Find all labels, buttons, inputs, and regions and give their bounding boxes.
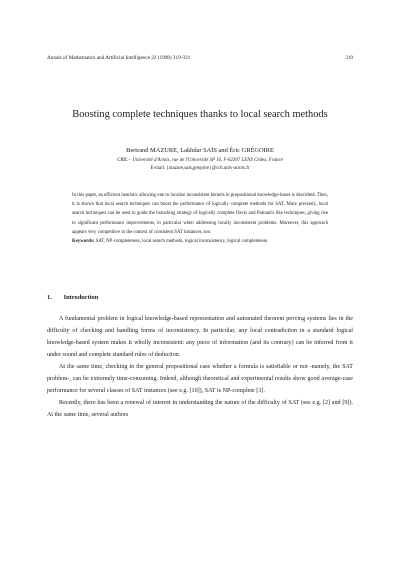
section-number: 1. (47, 294, 52, 301)
paper-title: Boosting complete techniques thanks to local search methods (72, 109, 328, 120)
section-title: Introduction (63, 294, 99, 301)
keywords-text: SAT, NP-completeness, local search methods, logical inconsistency, logical completeness (95, 239, 268, 245)
section-heading (47, 294, 98, 301)
author-email: E-mail: {mazure,sais,gregoire}@cril.univ-artois.fr (150, 166, 250, 171)
author-affiliation: CRIL – Université d'Artois, rue de l'Université SP 16, F-62307 LENS Cédex, France (117, 158, 283, 163)
body-text (47, 313, 353, 421)
body-paragraph: At the same time, checking in the general propositional case whether a formula is satisfiable or not -namely, the SAT problem-, can be extremely time-consuming. Indeed, although theoretical and experimental results show good average-case performance for several classes of SAT instances (see e.g. [10]), SAT is NP-complete [3]. (47, 364, 353, 394)
abstract-text: In this paper, an efficient heuristic allowing one to localize inconsistent kernels in propositional knowledge-bases is described. Then, it is shown that local search techniques can boost the performance of logically complete methods for SAT. More precisely, local search techniques can be used to guide the branching strategy of logically complete Davis and Putnam's like techniques, giving rise to significant performance improvements, in particular when addressing locally inconsistent problems. Moreover, this approach appears very competitive in the context of consistent SAT instances, too. (72, 193, 328, 235)
running-header (47, 55, 353, 61)
abstract (72, 191, 328, 246)
body-paragraph: A fundamental problem in logical knowledge-based representation and automated theorem proving systems lies in the difficulty of checking and handling forms of inconsistency. In particular, any local contradiction in a standard logical knowledge-based system makes it wholly inconsistent: any piece of information (and its contrary) can be inferred from it under sound and complete standard rules of deduction. (47, 316, 353, 358)
author-list: Bertrand MAZURE, Lakhdar SAÏS and Éric GRÉGOIRE (126, 147, 274, 154)
page-number: 319 (345, 55, 353, 61)
keywords-label: Keywords: (72, 239, 95, 245)
body-paragraph: Recently, there has been a renewal of interest in understanding the nature of the difficulty of SAT (see e.g. [2] and [9]). At the same time, several authors (47, 400, 353, 418)
journal-citation: Annals of Mathematics and Artificial Intelligence 22 (1998) 319-331 (47, 55, 191, 61)
